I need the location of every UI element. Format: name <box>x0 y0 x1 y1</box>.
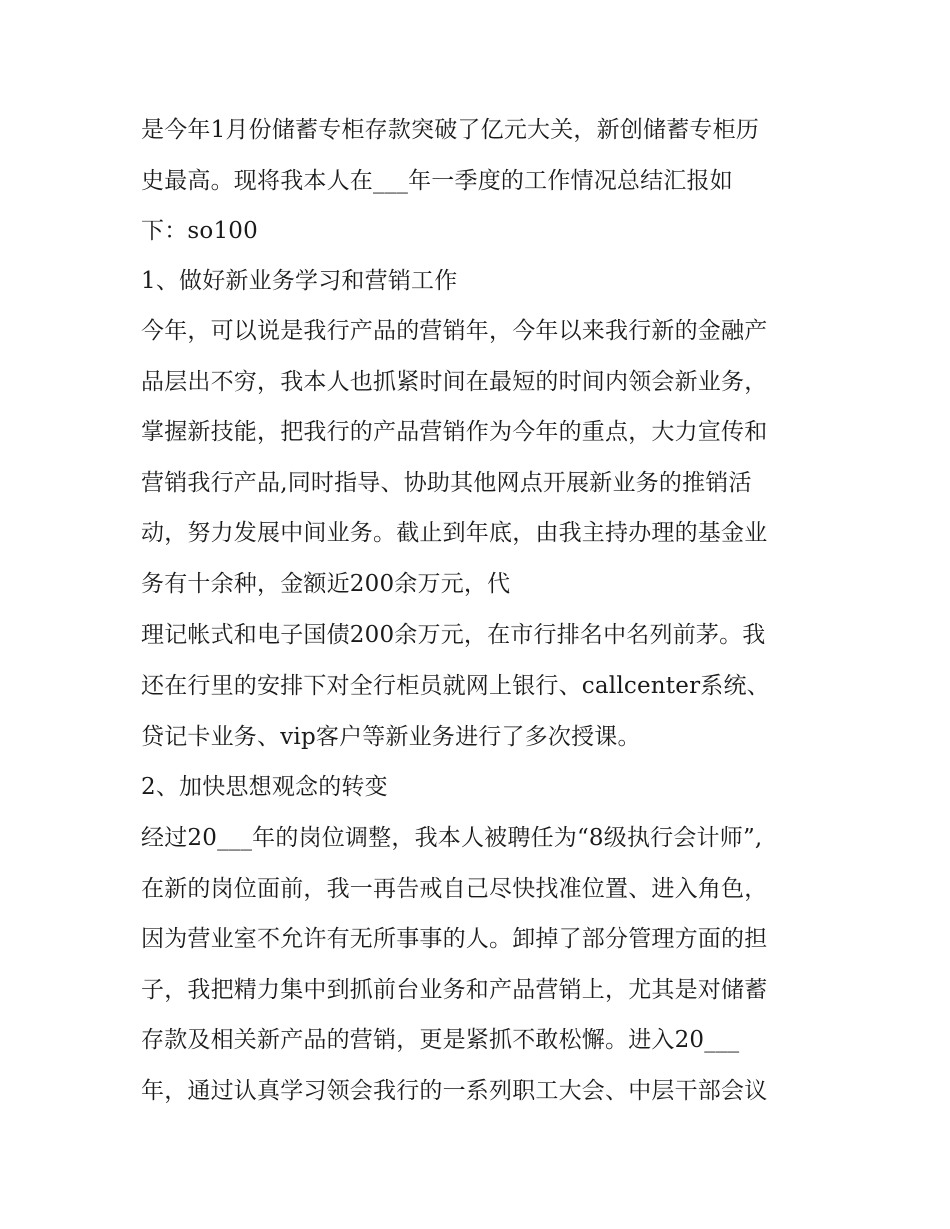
text-line-7: 掌握新技能，把我行的产品营销作为今年的重点，大力宣传和 <box>141 419 768 445</box>
text-line-19: 存款及相关新产品的营销，更是紧抓不敢松懈。进入20___ <box>141 1027 740 1053</box>
text-line-12: 还在行里的安排下对全行柜员就网上银行、callcenter系统、 <box>141 673 770 699</box>
text-line-16: 在新的岗位面前，我一再告戒自己尽快找准位置、进入角色， <box>141 876 768 902</box>
text-line-6: 品层出不穷，我本人也抓紧时间在最短的时间内领会新业务， <box>141 369 768 395</box>
text-line-10: 务有十余种，金额近200余万元，代 <box>141 571 511 597</box>
text-line-20: 年，通过认真学习领会我行的一系列职工大会、中层干部会议 <box>141 1078 768 1104</box>
text-line-17: 因为营业室不允许有无所事事的人。卸掉了部分管理方面的担 <box>141 926 768 952</box>
section-heading-1: 1、做好新业务学习和营销工作 <box>141 268 458 294</box>
text-line-9: 动，努力发展中间业务。截止到年底，由我主持办理的基金业 <box>141 520 768 546</box>
text-line-1: 是今年1月份储蓄专柜存款突破了亿元大关，新创储蓄专柜历 <box>141 117 760 143</box>
section-heading-2: 2、加快思想观念的转变 <box>141 774 388 800</box>
text-line-18: 子，我把精力集中到抓前台业务和产品营销上，尤其是对储蓄 <box>141 977 768 1003</box>
text-line-5: 今年，可以说是我行产品的营销年，今年以来我行新的金融产 <box>141 318 768 344</box>
text-line-3: 下：so100 <box>141 218 258 244</box>
text-line-8: 营销我行产品,同时指导、协助其他网点开展新业务的推销活 <box>141 470 752 496</box>
text-line-2: 史最高。现将我本人在___年一季度的工作情况总结汇报如 <box>141 168 733 194</box>
text-line-11: 理记帐式和电子国债200余万元，在市行排名中名列前茅。我 <box>141 622 766 648</box>
text-line-15: 经过20___年的岗位调整，我本人被聘任为“8级执行会计师”, <box>141 825 763 851</box>
text-line-13: 贷记卡业务、vip客户等新业务进行了多次授课。 <box>141 724 641 750</box>
